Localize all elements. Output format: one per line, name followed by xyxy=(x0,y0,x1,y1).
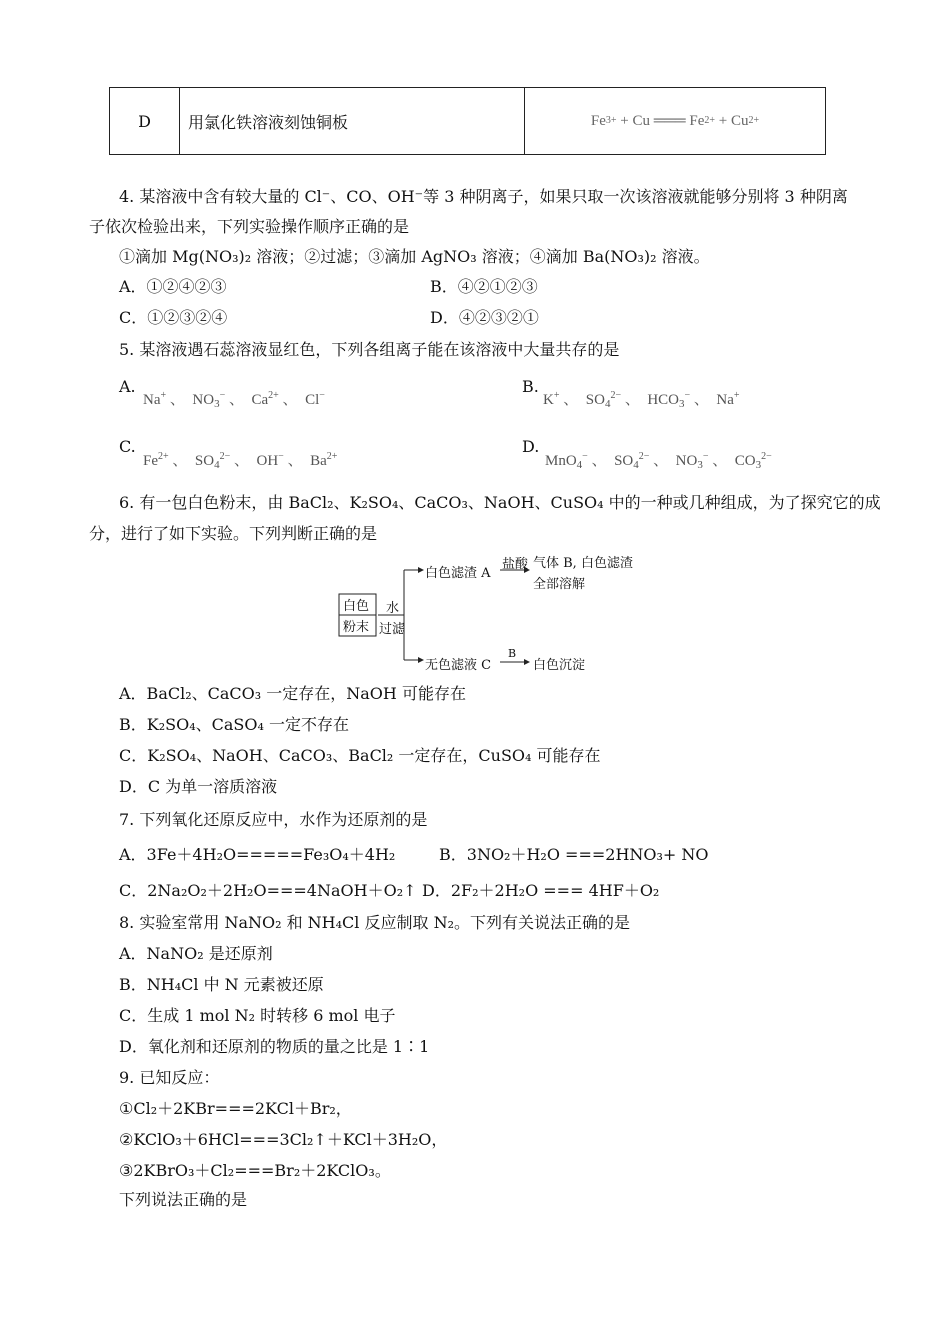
q5-option-c-label: C. xyxy=(119,437,136,456)
q7-option-b: B．3NO₂＋H₂O ===2HNO₃+ NO xyxy=(439,845,709,864)
q5-option-d-ions: MnO$_4$− 、 $SO_4^{2-}$ 、 $NO_3^-$ 、 $CO_3^{2-}$ xyxy=(545,451,772,471)
q4-option-b: B．④②①②③ xyxy=(430,277,538,296)
q9-reaction-1: ①Cl₂＋2KBr===2KCl＋Br₂， xyxy=(119,1099,352,1118)
q5-option-d-label: D. xyxy=(522,437,540,456)
gas-b-label: 气体 B, 白色滤渣 xyxy=(533,556,633,571)
branch-up-arrowhead xyxy=(418,567,424,573)
q9-reaction-2: ②KClO₃＋6HCl===3Cl₂↑＋KCl＋3H₂O， xyxy=(119,1130,448,1149)
q7-option-c: C．2Na₂O₂＋2H₂O===4NaOH＋O₂↑ xyxy=(119,881,417,900)
box-text-bottom: 粉末 xyxy=(343,620,370,635)
table-cell-label: D xyxy=(110,88,180,154)
table-cell-equation: Fe 3+ + Cu ═══ Fe 2+ + Cu 2+ xyxy=(590,112,760,129)
q4-stem-line1: 4. 某溶液中含有较大量的 Cl⁻、CO、OH⁻等 3 种阴离子，如果只取一次该溶液就能够分别将 3 种阴离 xyxy=(119,187,848,206)
table-cell-description: 用氯化铁溶液刻蚀铜板 xyxy=(179,88,525,154)
q7-option-d: D．2F₂＋2H₂O === 4HF＋O₂ xyxy=(422,881,660,900)
q5-option-b-ions: K+ 、 $SO_4^{2-}$ 、 $HCO_3^-$ 、 Na+ xyxy=(543,390,740,410)
q6-option-c: C．K₂SO₄、NaOH、CaCO₃、BaCl₂ 一定存在，CuSO₄ 可能存在 xyxy=(119,746,601,765)
q4-option-a: A．①②④②③ xyxy=(119,277,227,296)
q7-option-a: A．3Fe＋4H₂O=====Fe₃O₄＋4H₂ xyxy=(119,845,396,864)
q9-stem: 9. 已知反应： xyxy=(119,1068,220,1087)
filtrate-c-label: 无色滤液 C xyxy=(425,658,492,673)
filter-label: 过滤 xyxy=(379,622,406,637)
q9-reaction-3: ③2KBrO₃＋Cl₂===Br₂＋2KClO₃。 xyxy=(119,1161,391,1180)
q5-option-c-ions: $Fe^{2+}$ 、 $SO_4^{2-}$ 、 OH− 、 $Ba^{2+}$ xyxy=(143,451,338,471)
q5-option-a-ions: Na+ 、 $NO_3^-$ 、 $Ca^{2+}$ 、 Cl− xyxy=(143,390,325,410)
q4-option-c: C．①②③②④ xyxy=(119,308,228,327)
q7-stem: 7. 下列氧化还原反应中，水作为还原剂的是 xyxy=(119,810,428,829)
q8-option-d: D．氧化剂和还原剂的物质的量之比是 1∶1 xyxy=(119,1037,430,1056)
q5-option-a-label: A. xyxy=(119,377,136,396)
q8-option-b: B．NH₄Cl 中 N 元素被还原 xyxy=(119,975,324,994)
q6-option-b: B．K₂SO₄、CaSO₄ 一定不存在 xyxy=(119,715,349,734)
residue-a-label: 白色滤渣 A xyxy=(425,566,491,581)
acid-label: 盐酸 xyxy=(502,557,529,572)
q9-ask: 下列说法正确的是 xyxy=(119,1190,248,1209)
reagent-b-label: B xyxy=(508,647,517,660)
q8-option-c: C．生成 1 mol N₂ 时转移 6 mol 电子 xyxy=(119,1006,396,1025)
q6-stem-line2: 分，进行了如下实验。下列判断正确的是 xyxy=(89,524,378,543)
q6-stem-line1: 6. 有一包白色粉末，由 BaCl₂、K₂SO₄、CaCO₃、NaOH、CuSO₄ 中的一种或几种组成，为了探究它的成 xyxy=(119,493,881,512)
precip-label: 白色沉淀 xyxy=(533,658,586,673)
box-text-top: 白色 xyxy=(343,599,370,614)
q6-option-d: D．C 为单一溶质溶液 xyxy=(119,777,278,796)
q8-stem: 8. 实验室常用 NaNO₂ 和 NH₄Cl 反应制取 N₂。下列有关说法正确的是 xyxy=(119,913,630,932)
q6-option-a: A．BaCl₂、CaCO₃ 一定存在，NaOH 可能存在 xyxy=(119,684,466,703)
dissolve-label: 全部溶解 xyxy=(533,577,586,592)
q4-option-d: D．④②③②① xyxy=(430,308,539,327)
branch-down-arrowhead xyxy=(418,657,424,663)
q8-option-a: A．NaNO₂ 是还原剂 xyxy=(119,944,273,963)
q4-reagents: ①滴加 Mg(NO₃)₂ 溶液；②过滤；③滴加 AgNO₃ 溶液；④滴加 Ba(NO₃)₂ 溶液。 xyxy=(119,247,710,266)
q4-stem-line2: 子依次检验出来，下列实验操作顺序正确的是 xyxy=(89,217,410,236)
q5-option-b-label: B. xyxy=(522,377,539,396)
water-label: 水 xyxy=(386,601,400,616)
q5-stem: 5. 某溶液遇石蕊溶液显红色，下列各组离子能在该溶液中大量共存的是 xyxy=(119,340,620,359)
reagent-b-arrowhead xyxy=(524,659,530,665)
